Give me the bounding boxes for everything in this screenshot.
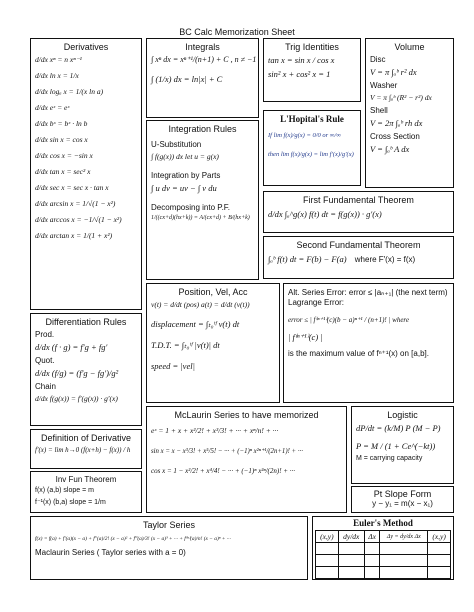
lhopital-box (263, 110, 361, 186)
pva-velocity-accel: v(t) = d/dt (pos) a(t) = d/dt (v(t)) (151, 300, 250, 309)
integrals-box (146, 38, 259, 118)
lhopital-title: L'Hopital's Rule (280, 114, 344, 124)
pt-slope-box (351, 486, 454, 513)
def-derivative-box (30, 429, 142, 469)
maclaurin-cos: cos x = 1 − x²/2! + x⁴/4! − ··· + (−1)ⁿ x²ⁿ/(2n)! + ··· (151, 467, 296, 475)
quot-label: Quot. (35, 356, 55, 365)
usub-label: U-Substitution (151, 140, 202, 149)
euler-row (316, 543, 451, 555)
euler-col-new-xy: (x,y) (428, 531, 451, 543)
pva-speed: speed = |vel| (151, 361, 195, 371)
lagrange-formula: error ≤ | f⁽ⁿ⁺¹⁾(c)(b − a)ⁿ⁺¹ / (n+1)! | where (288, 316, 410, 325)
volume-disc: V = π ∫ₐᵇ r² dx (370, 67, 417, 77)
ftc1-formula: d/dx ∫ₐ^g(x) f(t) dt = f(g(x)) · g′(x) (268, 209, 382, 219)
integrals-title: Integrals (185, 42, 220, 52)
taylor-note: Maclaurin Series ( Taylor series with a = 0) (35, 548, 186, 557)
prod-label: Prod. (35, 330, 55, 339)
euler-col-dy: Δy = dy/dx Δx (380, 531, 428, 543)
volume-washer: V = π ∫ₐᵇ (R² − r²) dx (370, 93, 432, 102)
usub-formula: ∫ f(g(x)) dx let u = g(x) (151, 152, 219, 161)
lhopital-if: If lim f(x)/g(x) = 0/0 or ∞/∞ (268, 132, 341, 139)
derivatives-box (30, 38, 142, 310)
volume-shell-label: Shell (370, 106, 388, 115)
euler-title: Euler's Method (353, 518, 413, 528)
trig-tan: tan x = sin x / cos x (268, 55, 335, 65)
ftc1-box (263, 191, 454, 233)
lagrange-note: is the maximum value of fⁿ⁺¹(x) on [a,b]. (288, 349, 429, 359)
derivative-rule: d/dx sec x = sec x · tan x (35, 183, 109, 192)
maclaurin-title: McLaurin Series to have memorized (174, 410, 319, 420)
taylor-box (30, 516, 308, 580)
integration-rules-title: Integration Rules (168, 124, 237, 134)
derivative-rule: d/dx logₐ x = 1/(x ln a) (35, 87, 104, 96)
volume-washer-label: Washer (370, 81, 398, 90)
derivative-rule: d/dx eˣ = eˣ (35, 103, 70, 112)
pt-slope-formula: y − y₁ = m(x − x₁) (372, 499, 433, 508)
pva-title: Position, Vel, Acc (178, 287, 248, 297)
euler-col-dydx: dy/dx (338, 531, 364, 543)
diff-rules-title: Differentiation Rules (45, 317, 127, 327)
trig-pythagorean: sin² x + cos² x = 1 (268, 69, 331, 79)
integration-rules-box (146, 120, 259, 280)
alt-series-error: Alt. Series Error: error ≤ |aₙ₊₁| (the next term) (288, 288, 448, 297)
derivative-rule: d/dx cos x = −sin x (35, 151, 93, 160)
ftc2-box (263, 236, 454, 279)
pt-slope-title: Pt Slope Form (373, 489, 432, 499)
derivative-rule: d/dx ln x = 1/x (35, 71, 79, 80)
logistic-title: Logistic (387, 410, 418, 420)
derivative-rule: d/dx bˣ = bˣ · ln b (35, 119, 88, 128)
chain-label: Chain (35, 382, 56, 391)
euler-col-xy: (x,y) (316, 531, 339, 543)
volume-cross-label: Cross Section (370, 132, 420, 141)
inv-fun-title: Inv Fun Theorem (55, 475, 117, 484)
ftc2-note: where F′(x) = f(x) (354, 255, 416, 264)
euler-box (312, 516, 454, 580)
logistic-box (351, 406, 454, 484)
euler-row (316, 567, 451, 579)
derivatives-list (35, 55, 137, 240)
maclaurin-box (146, 406, 347, 513)
derivative-rule: d/dx xⁿ = n xⁿ⁻¹ (35, 55, 82, 64)
parts-label: Integration by Parts (151, 171, 221, 180)
volume-disc-label: Disc (370, 55, 386, 64)
derivative-rule: d/dx arctan x = 1/(1 + x²) (35, 231, 113, 240)
logistic-note: M = carrying capacity (356, 455, 423, 462)
lagrange-label: Lagrange Error: (288, 298, 345, 308)
integral-reciprocal: ∫ (1/x) dx = ln|x| + C (151, 74, 223, 84)
lagrange-max-term: | f⁽ⁿ⁺¹⁾(c) | (288, 332, 323, 343)
maclaurin-sin: sin x = x − x³/3! + x⁵/5! − ··· + (−1)ⁿ x²ⁿ⁺¹/(2n+1)! + ··· (151, 448, 303, 455)
inv-fun-row-2: f⁻¹(x) (b,a) slope = 1/m (35, 498, 106, 506)
inv-fun-row-1: f(x) (a,b) slope = m (35, 487, 94, 494)
volume-title: Volume (394, 42, 425, 52)
def-derivative-title: Definition of Derivative (40, 433, 132, 443)
lhopital-then: then lim f(x)/g(x) = lim f′(x)/g′(x) (268, 151, 354, 158)
logistic-de: dP/dt = (k/M) P (M − P) (356, 423, 441, 433)
error-box (283, 283, 454, 403)
pva-tdt: T.D.T. = ∫ₜ₀ᵗᶠ |v(t)| dt (151, 340, 220, 350)
taylor-title: Taylor Series (142, 520, 196, 530)
volume-cross: V = ∫ₐᵇ A dx (370, 144, 410, 154)
volume-box (365, 38, 454, 188)
euler-row (316, 555, 451, 567)
derivative-rule: d/dx tan x = sec² x (35, 167, 91, 176)
logistic-solution: P = M / (1 + Ce^(−kt)) (356, 441, 436, 451)
quot-formula: d/dx (f/g) = (f′g − fg′)/g² (35, 368, 119, 378)
pf-label: Decomposing into P.F. (151, 203, 231, 212)
integral-power-rule: ∫ xⁿ dx = xⁿ⁺¹/(n+1) + C , n ≠ −1 (151, 55, 257, 64)
ftc1-title: First Fundamental Theorem (303, 195, 414, 205)
derivative-rule: d/dx arccos x = −1/√(1 − x²) (35, 215, 122, 224)
euler-header-row (316, 531, 451, 543)
ftc2-line (268, 254, 449, 265)
pva-displacement: displacement = ∫ₜ₀ᵗᶠ v(t) dt (151, 319, 240, 329)
taylor-formula: f(x) = f(a) + f′(a)(x − a) + f″(a)/2! (x − a)² + f‴(a)/3! (x − a)³ + ··· + f⁽ⁿ⁾(a)/n! (x − a)ⁿ + ··· (35, 536, 231, 542)
pf-formula: 1/((cx+d)(hx+k)) = A/(cx+d) + B/(hx+k) (151, 215, 250, 221)
euler-col-dx: Δx (364, 531, 380, 543)
parts-formula: ∫ u dv = uv − ∫ v du (151, 183, 217, 193)
trig-box (263, 38, 361, 102)
ftc2-formula: ∫ₐᵇ f(t) dt = F(b) − F(a) (268, 254, 347, 264)
derivative-rule: d/dx arcsin x = 1/√(1 − x²) (35, 199, 116, 208)
euler-table (315, 530, 451, 579)
pva-box (146, 283, 280, 403)
maclaurin-exp: eˣ = 1 + x + x²/2! + x³/3! + ··· + xⁿ/n! + ··· (151, 426, 279, 435)
prod-formula: d/dx (f · g) = f′g + fg′ (35, 342, 108, 352)
ftc2-title: Second Fundamental Theorem (296, 240, 421, 250)
trig-title: Trig Identities (285, 42, 339, 52)
derivatives-title: Derivatives (63, 42, 109, 52)
def-derivative-formula: f′(x) = lim h→0 (f(x+h) − f(x)) / h (35, 446, 131, 454)
page-title: BC Calc Memorization Sheet (179, 27, 295, 37)
diff-rules-box (30, 313, 142, 426)
chain-formula: d/dx f(g(x)) = f′(g(x)) · g′(x) (35, 394, 118, 403)
derivative-rule: d/dx sin x = cos x (35, 135, 88, 144)
volume-shell: V = 2π ∫ₐᵇ rh dx (370, 118, 423, 128)
inv-fun-box (30, 471, 142, 513)
